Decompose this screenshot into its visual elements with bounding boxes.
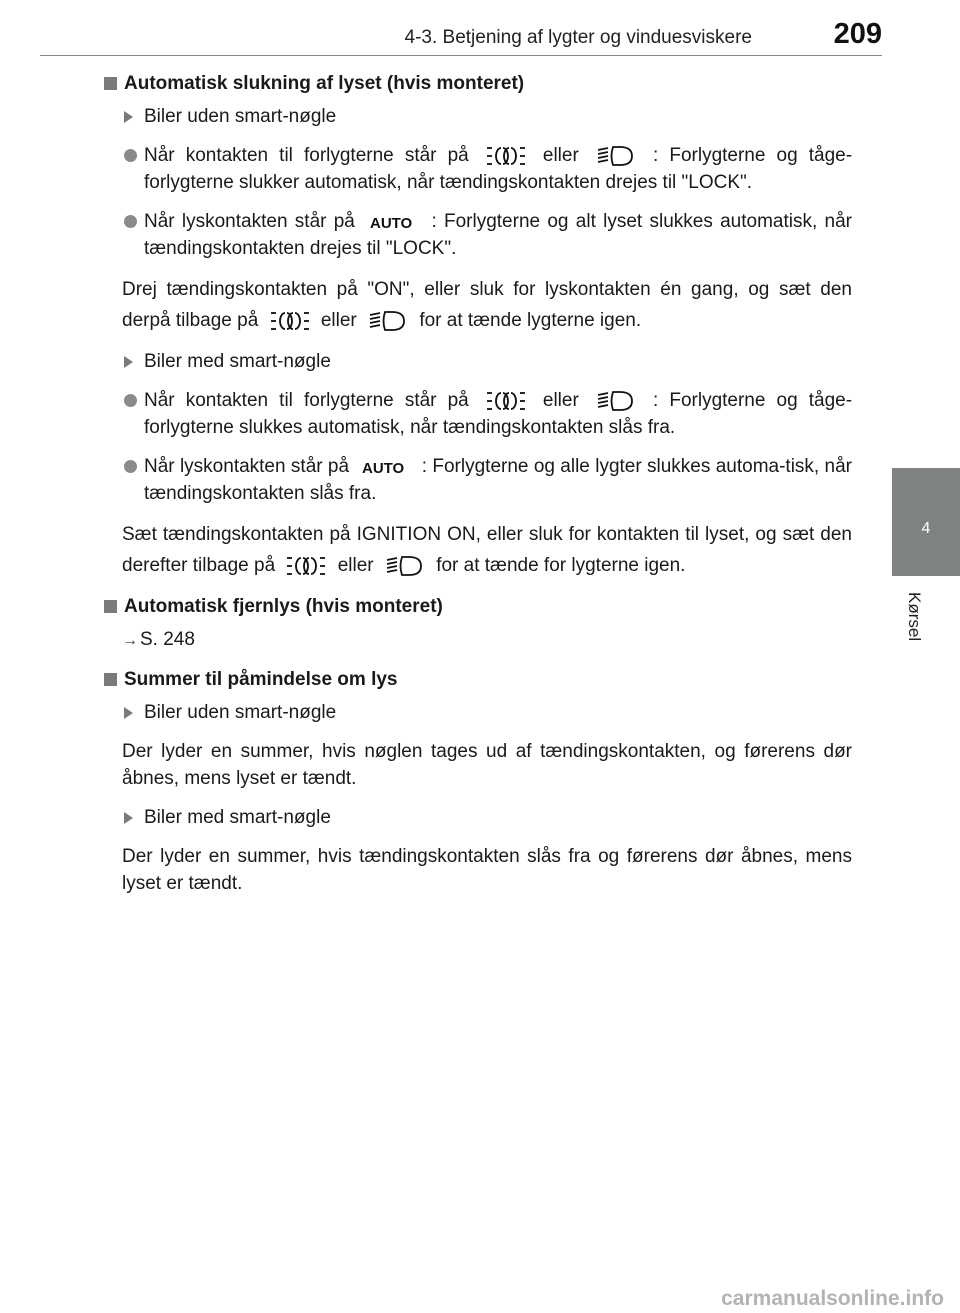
parking-light-icon bbox=[286, 554, 326, 578]
paragraph: Sæt tændingskontakten på IGNITION ON, eller sluk for kontakten til lyset, og sæt den derefter tilbage på eller for at tænde for lygterne igen. bbox=[122, 524, 852, 576]
headlight-icon bbox=[385, 554, 425, 578]
bullet-item: Når kontakten til forlygterne står på eller : Forlygterne og tåge-forlygterne slukker automatisk, når tændingskontakten drejes til "LOCK". bbox=[102, 142, 852, 196]
subheading: Biler uden smart-nøgle bbox=[102, 103, 852, 130]
subheading: Biler uden smart-nøgle bbox=[102, 699, 852, 726]
page-header bbox=[0, 0, 960, 60]
page-reference[interactable]: → S. 248 bbox=[122, 629, 195, 650]
header-rule bbox=[40, 55, 882, 56]
auto-light-icon bbox=[360, 457, 410, 477]
round-bullet-icon bbox=[124, 460, 137, 473]
parking-light-icon bbox=[270, 309, 310, 333]
bullet-item: Når lyskontakten står på AUTO : Forlygterne og alle lygter slukkes automa-tisk, når tændingskontakten slås fra. bbox=[102, 453, 852, 507]
headlight-icon bbox=[368, 309, 408, 333]
round-bullet-icon bbox=[124, 149, 137, 162]
page-content bbox=[102, 70, 852, 909]
subheading: Biler med smart-nøgle bbox=[102, 804, 852, 831]
svg-text:AUTO: AUTO bbox=[362, 459, 405, 477]
paragraph: Der lyder en summer, hvis nøglen tages ud af tændingskontakten, og førerens dør åbnes, mens lyset er tændt. bbox=[122, 741, 852, 789]
arrow-right-icon: → bbox=[122, 632, 138, 649]
chapter-tab bbox=[892, 468, 960, 576]
round-bullet-icon bbox=[124, 394, 137, 407]
parking-light-icon bbox=[486, 389, 526, 413]
section-title: 4-3. Betjening af lygter og vinduesviskere bbox=[404, 27, 752, 48]
chapter-number: 4 bbox=[921, 520, 931, 537]
triangle-bullet-icon bbox=[124, 707, 133, 719]
section-heading: Automatisk slukning af lyset (hvis monteret) bbox=[102, 70, 852, 97]
square-bullet-icon bbox=[104, 77, 117, 90]
paragraph: Drej tændingskontakten på "ON", eller sluk for lyskontakten én gang, og sæt den derpå tilbage på eller for at tænde lygterne igen. bbox=[122, 279, 852, 331]
headlight-icon bbox=[596, 389, 636, 413]
headlight-icon bbox=[596, 144, 636, 168]
round-bullet-icon bbox=[124, 215, 137, 228]
auto-light-icon bbox=[368, 212, 418, 232]
parking-light-icon bbox=[486, 144, 526, 168]
bullet-item: Når lyskontakten står på AUTO : Forlygterne og alt lyset slukkes automatisk, når tændingskontakten drejes til "LOCK". bbox=[102, 208, 852, 262]
section-heading: Automatisk fjernlys (hvis monteret) bbox=[102, 593, 852, 620]
section-heading: Summer til påmindelse om lys bbox=[102, 666, 852, 693]
watermark: carmanualsonline.info bbox=[721, 1287, 944, 1310]
square-bullet-icon bbox=[104, 600, 117, 613]
svg-text:AUTO: AUTO bbox=[370, 214, 413, 232]
subheading: Biler med smart-nøgle bbox=[102, 348, 852, 375]
bullet-item: Når kontakten til forlygterne står på eller : Forlygterne og tåge-forlygterne slukkes automatisk, når tændingskontakten slås fra. bbox=[102, 387, 852, 441]
page-number: 209 bbox=[833, 18, 882, 50]
triangle-bullet-icon bbox=[124, 812, 133, 824]
triangle-bullet-icon bbox=[124, 356, 133, 368]
paragraph: Der lyder en summer, hvis tændingskontakten slås fra og førerens dør åbnes, mens lyset er tændt. bbox=[122, 846, 852, 894]
square-bullet-icon bbox=[104, 673, 117, 686]
chapter-label: Kørsel bbox=[905, 592, 924, 642]
triangle-bullet-icon bbox=[124, 111, 133, 123]
